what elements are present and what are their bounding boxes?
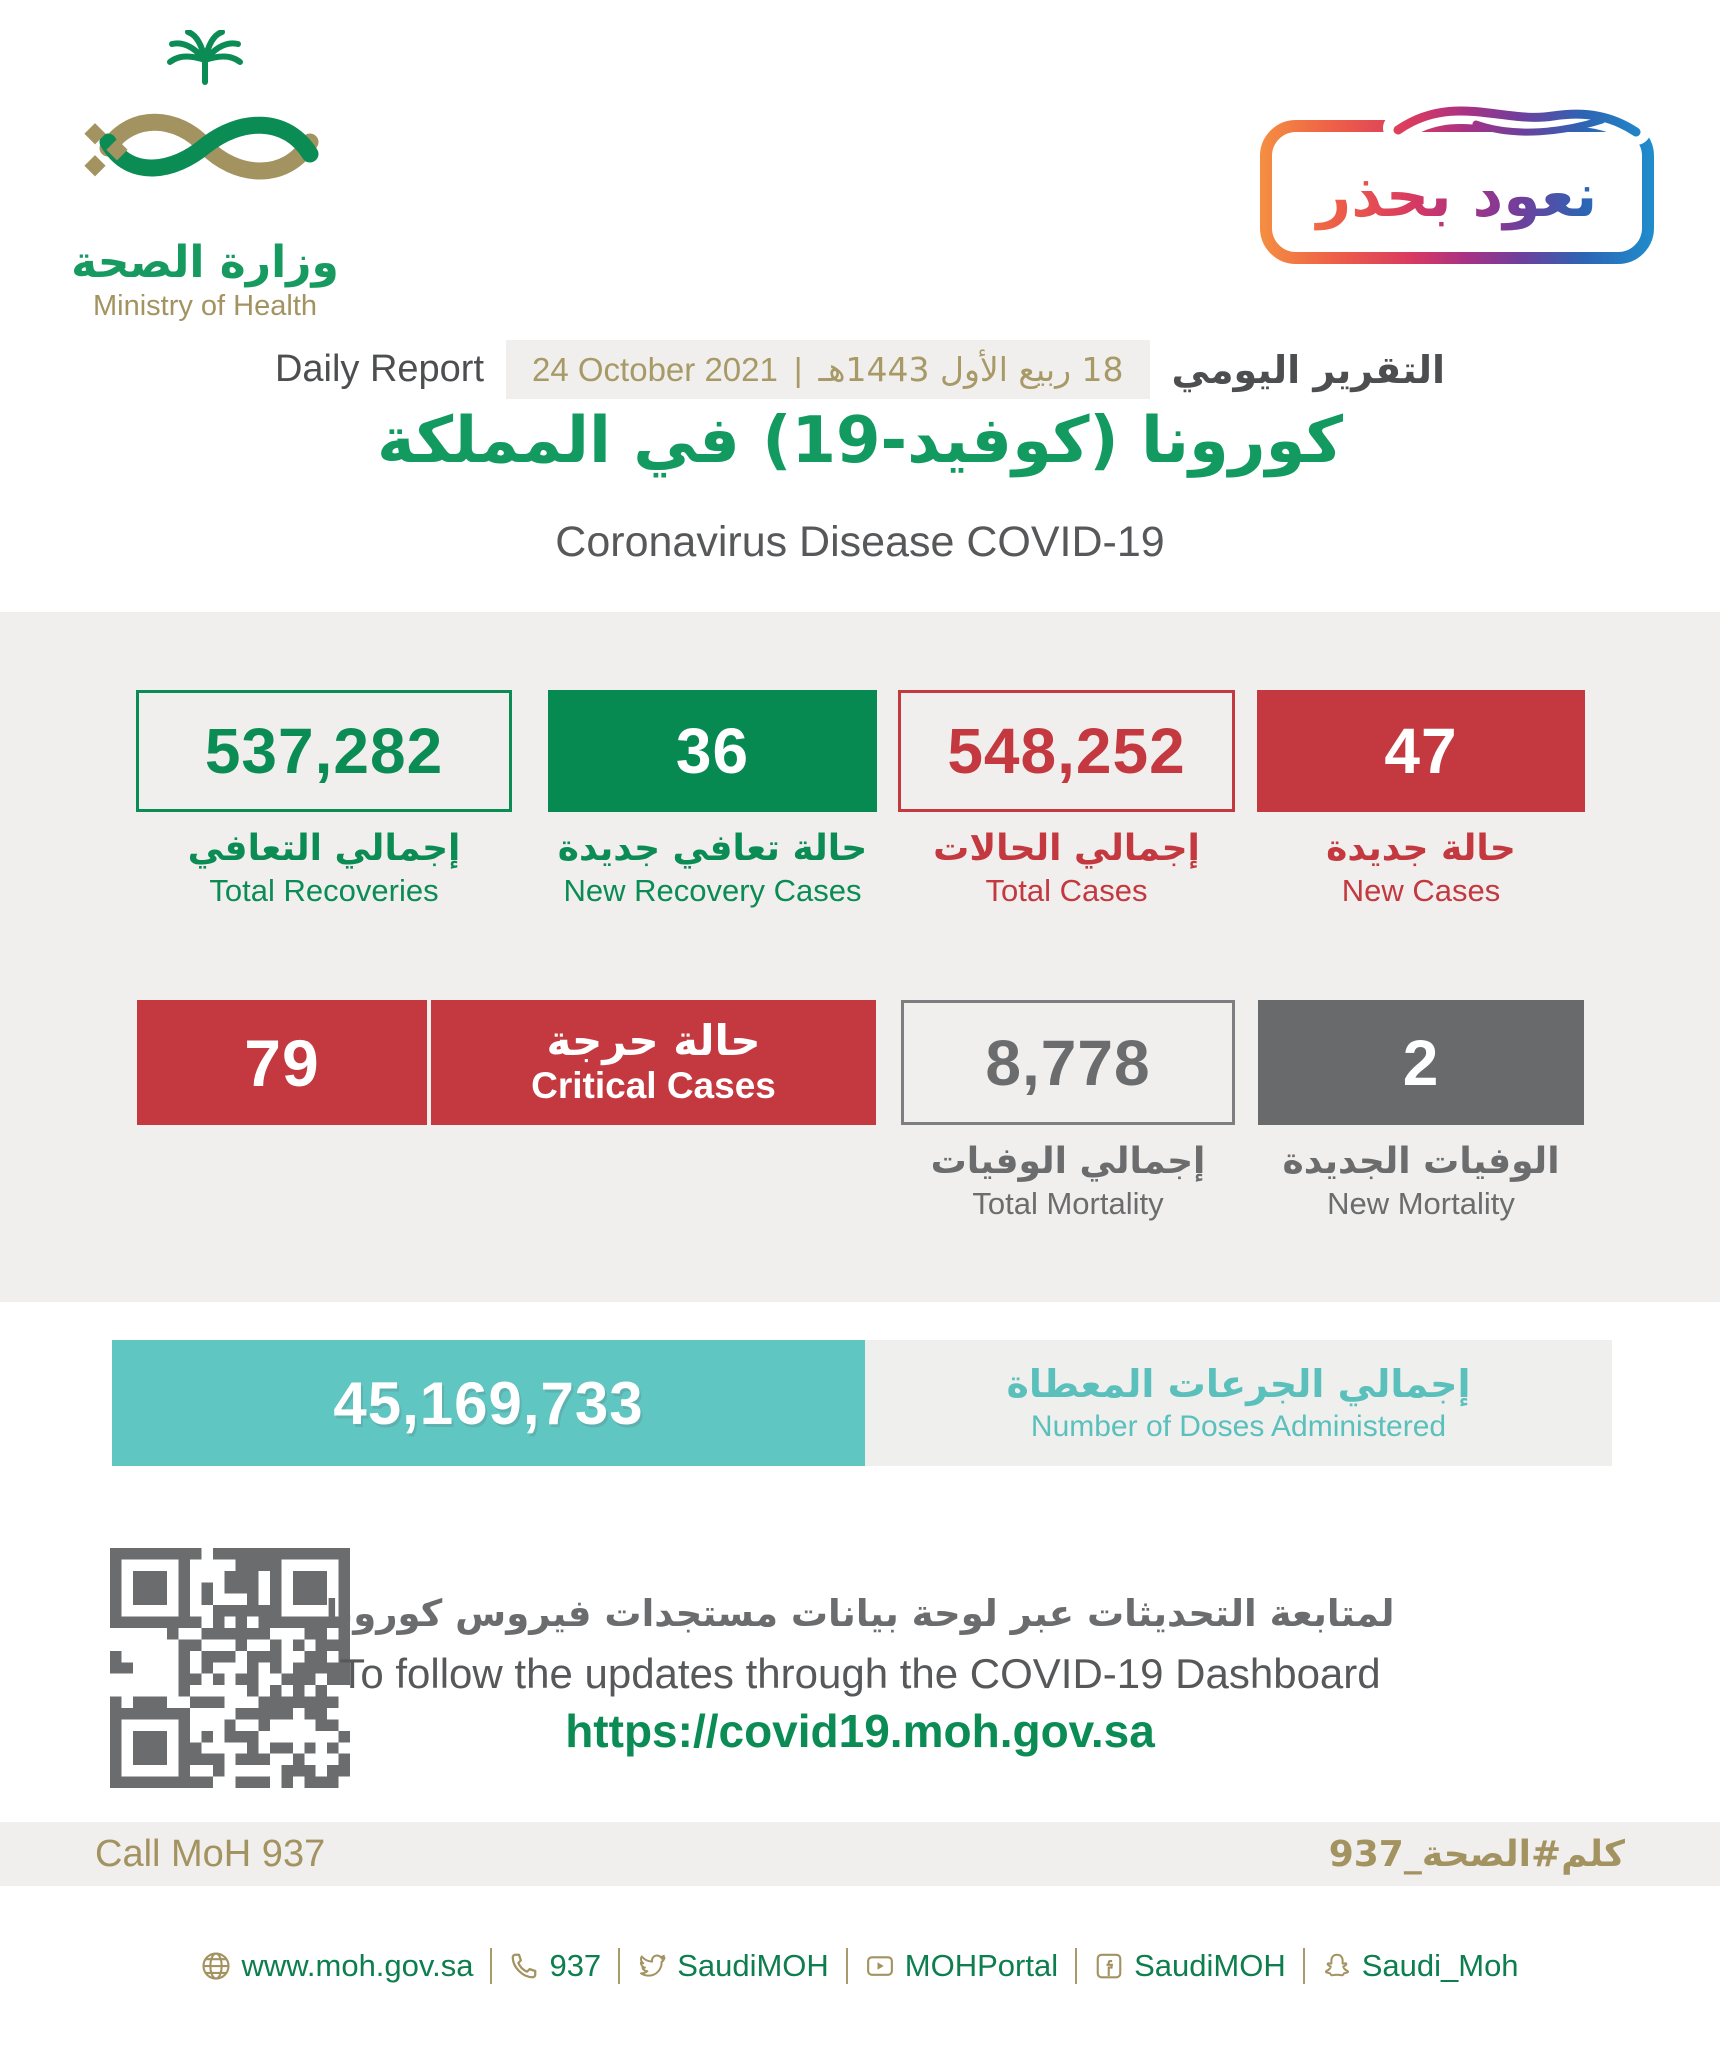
footer-item-phone[interactable] [509,1948,601,1984]
stat-new-recovery-cases [548,690,877,909]
doses-value: 45,169,733 [112,1340,865,1466]
doses-label-en: Number of Doses Administered [1030,1410,1447,1443]
facebook-icon [1094,1951,1124,1981]
date-row [0,340,1720,399]
new-cases-label-en: New Cases [1341,873,1501,908]
doses-bar [112,1340,1612,1466]
stat-new-cases [1257,690,1585,909]
doses-label-ar: إجمالي الجرعات المعطاة [1006,1362,1471,1406]
stat-total-mortality [901,1000,1235,1222]
phone-icon [509,1951,539,1981]
footer-social-bar [0,1948,1720,1984]
critical-cases-label-ar: حالة حرجة [546,1015,761,1065]
footer-label: www.moh.gov.sa [241,1948,474,1983]
daily-report-en: Daily Report [274,348,485,390]
stats-section [0,612,1720,1302]
footer-separator [846,1948,848,1984]
call-band [0,1822,1720,1886]
twitter-icon [637,1951,667,1981]
footer-label: 937 [549,1948,602,1983]
youtube-icon [865,1951,895,1981]
footer-separator [490,1948,492,1984]
footer-separator [618,1948,620,1984]
new-cases-label-ar: حالة جديدة [1326,828,1516,869]
footer-label: Saudi_Moh [1361,1948,1519,1983]
daily-report-ar: التقرير اليومي [1171,347,1446,392]
critical-cases-label-en: Critical Cases [531,1064,776,1106]
total-recoveries-value: 537,282 [136,690,512,812]
new-recovery-cases-label-en: New Recovery Cases [563,873,862,908]
footer-label: SaudiMOH [1134,1948,1286,1983]
total-recoveries-label-ar: إجمالي التعافي [187,828,461,869]
new-mortality-label-ar: الوفيات الجديدة [1282,1141,1560,1182]
page-title-english: Coronavirus Disease COVID-19 [555,518,1165,566]
moh-logo-english: Ministry of Health [92,290,317,322]
new-mortality-label-en: New Mortality [1327,1186,1515,1221]
footer-label: SaudiMOH [677,1948,829,1983]
moh-logo [70,30,340,323]
new-mortality-value: 2 [1258,1000,1584,1125]
total-mortality-value: 8,778 [901,1000,1235,1125]
snapchat-icon [1322,1951,1352,1981]
footer-item-facebook[interactable] [1094,1948,1286,1984]
stat-total-recoveries [136,690,512,909]
page-title-arabic: كورونا (كوفيد-19) في المملكة [377,404,1343,478]
stat-total-cases [898,690,1235,909]
stat-new-mortality [1258,1000,1584,1222]
new-recovery-cases-value: 36 [548,690,877,812]
footer-item-youtube[interactable] [865,1948,1058,1984]
globe-icon [201,1951,231,1981]
critical-cases-label [431,1000,876,1125]
date-hijri: 18 ربيع الأول 1443هـ [818,350,1124,389]
total-recoveries-label-en: Total Recoveries [209,873,439,908]
return-with-caution-badge [1258,78,1658,270]
total-cases-label-ar: إجمالي الحالات [933,828,1200,869]
moh-logo-icon [70,30,340,230]
footer-item-website[interactable] [201,1948,473,1984]
footer-separator [1075,1948,1077,1984]
date-divider: | [793,350,803,388]
dashboard-text-ar: لمتابعة التحديثات عبر لوحة بيانات مستجدات فيروس كورونا [325,1592,1395,1635]
badge-text: نعود بحذر [1316,161,1598,231]
doses-label [865,1340,1612,1466]
date-gregorian: 24 October 2021 [532,350,778,388]
stat-critical-cases [137,1000,876,1125]
footer-label: MOHPortal [904,1948,1059,1983]
date-box [506,340,1150,399]
footer-item-snapchat[interactable] [1322,1948,1519,1984]
new-recovery-cases-label-ar: حالة تعافي جديدة [557,828,868,869]
dashboard-text-en: To follow the updates through the COVID-19 Dashboard [339,1650,1381,1697]
new-cases-value: 47 [1257,690,1585,812]
total-cases-label-en: Total Cases [985,873,1148,908]
dashboard-url-link[interactable]: https://covid19.moh.gov.sa [565,1705,1155,1757]
footer-item-twitter[interactable] [637,1948,829,1984]
total-mortality-label-en: Total Mortality [972,1186,1164,1221]
total-cases-value: 548,252 [898,690,1235,812]
call-moh-ar: كلم#الصحة_937 [1328,1833,1625,1875]
critical-cases-value: 79 [137,1000,427,1125]
total-mortality-label-ar: إجمالي الوفيات [930,1141,1206,1182]
moh-logo-arabic: وزارة الصحة [71,237,339,288]
call-moh-en: Call MoH 937 [95,1832,326,1875]
footer-separator [1303,1948,1305,1984]
